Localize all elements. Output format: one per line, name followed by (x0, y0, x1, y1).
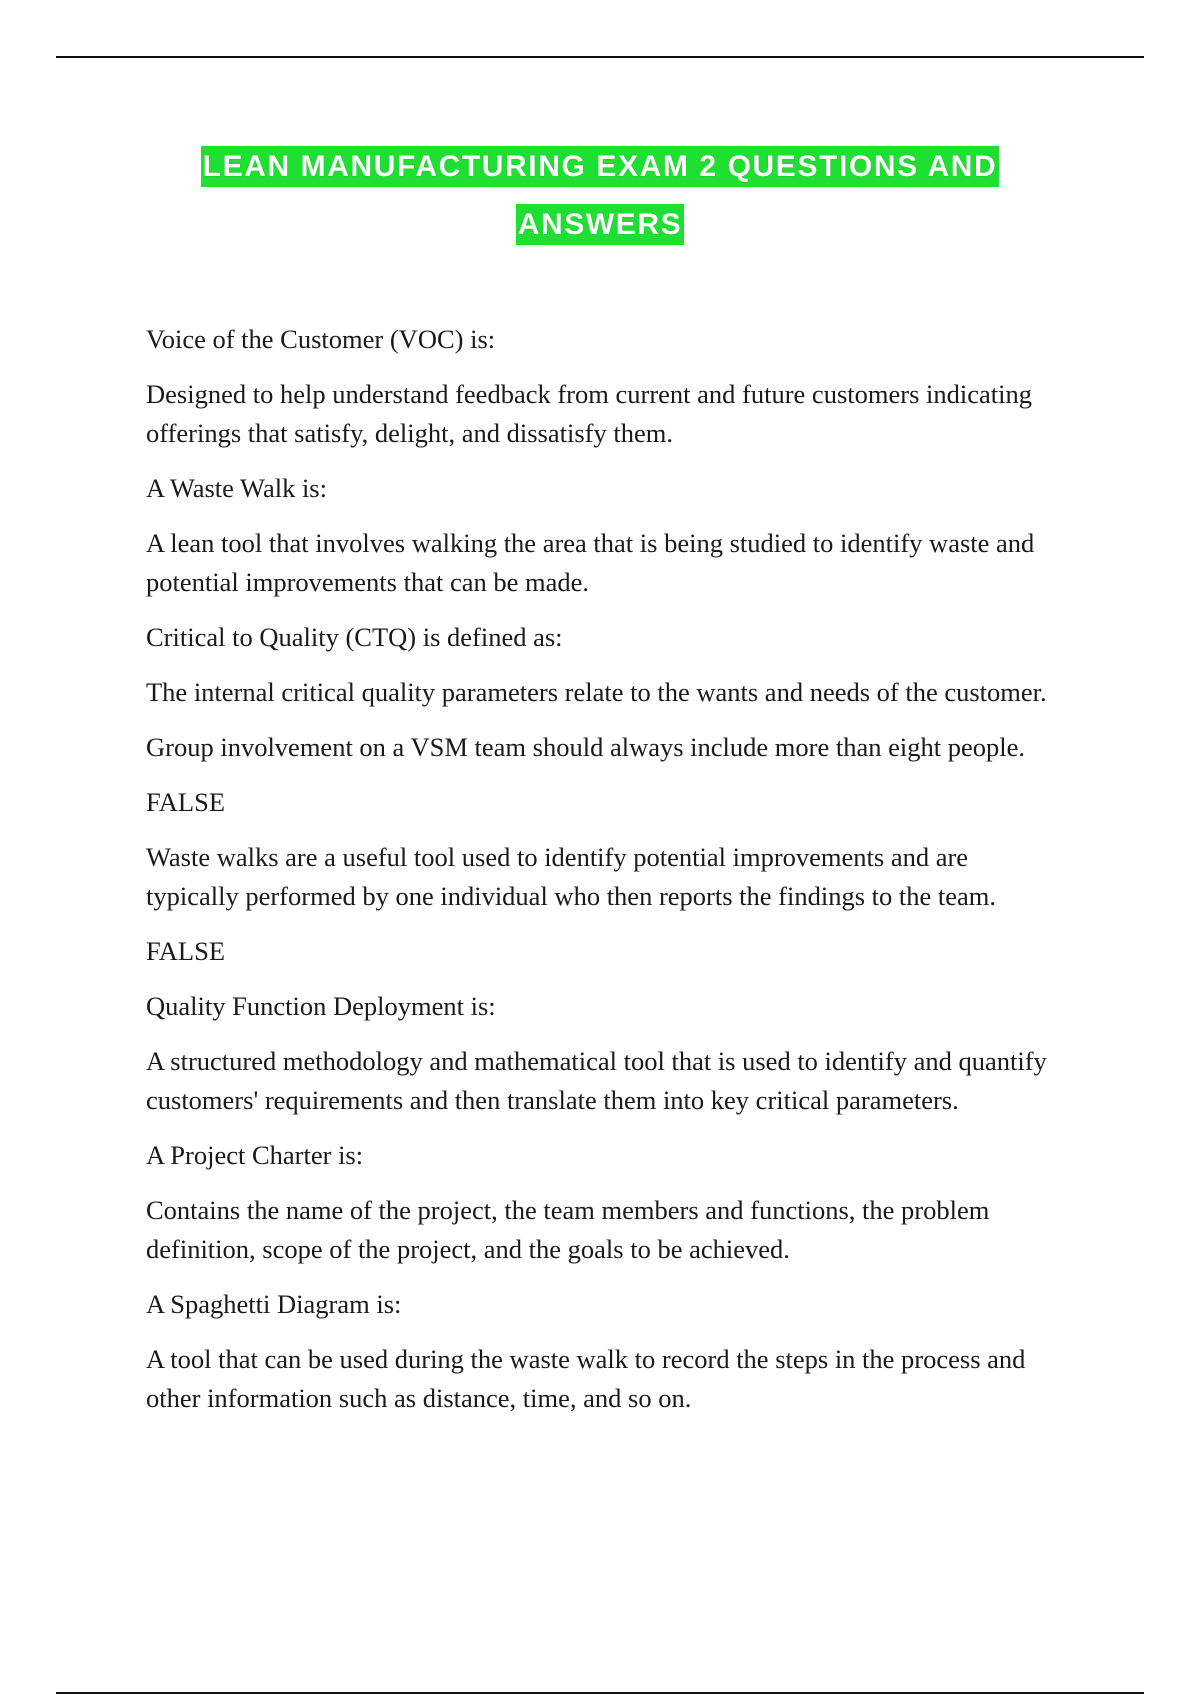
document-title (120, 140, 1080, 256)
top-rule (56, 56, 1144, 58)
bottom-rule (56, 1692, 1144, 1694)
question-ctq: Critical to Quality (CTQ) is defined as: (146, 622, 563, 652)
answer-qfd: A structured methodology and mathematical tool that is used to identify and quantify customers' requirements and then translate them into key critical parameters. (146, 1046, 1047, 1115)
answer-vsm-team: FALSE (146, 787, 226, 817)
question-waste-walk: A Waste Walk is: (146, 473, 327, 503)
title-line-1: LEAN MANUFACTURING EXAM 2 QUESTIONS AND (201, 146, 1000, 187)
question-vsm-team: Group involvement on a VSM team should always include more than eight people. (146, 732, 1025, 762)
question-project-charter: A Project Charter is: (146, 1140, 364, 1170)
answer-ctq: The internal critical quality parameters relate to the wants and needs of the customer. (146, 677, 1047, 707)
answer-spaghetti-diagram: A tool that can be used during the waste walk to record the steps in the process and other information such as distance, time, and so on. (146, 1344, 1026, 1413)
question-waste-walks-individual: Waste walks are a useful tool used to identify potential improvements and are typically performed by one individual who then reports the findings to the team. (146, 842, 997, 911)
answer-waste-walks-individual: FALSE (146, 936, 226, 966)
title-line-2: ANSWERS (516, 204, 685, 245)
answer-voc: Designed to help understand feedback from current and future customers indicating offerings that satisfy, delight, and dissatisfy them. (146, 379, 1032, 448)
question-voc: Voice of the Customer (VOC) is: (146, 324, 496, 354)
qa-content (146, 320, 1066, 1434)
answer-project-charter: Contains the name of the project, the team members and functions, the problem definition, scope of the project, and the goals to be achieved. (146, 1195, 990, 1264)
question-qfd: Quality Function Deployment is: (146, 991, 496, 1021)
answer-waste-walk: A lean tool that involves walking the area that is being studied to identify waste and potential improvements that can be made. (146, 528, 1035, 597)
question-spaghetti-diagram: A Spaghetti Diagram is: (146, 1289, 402, 1319)
